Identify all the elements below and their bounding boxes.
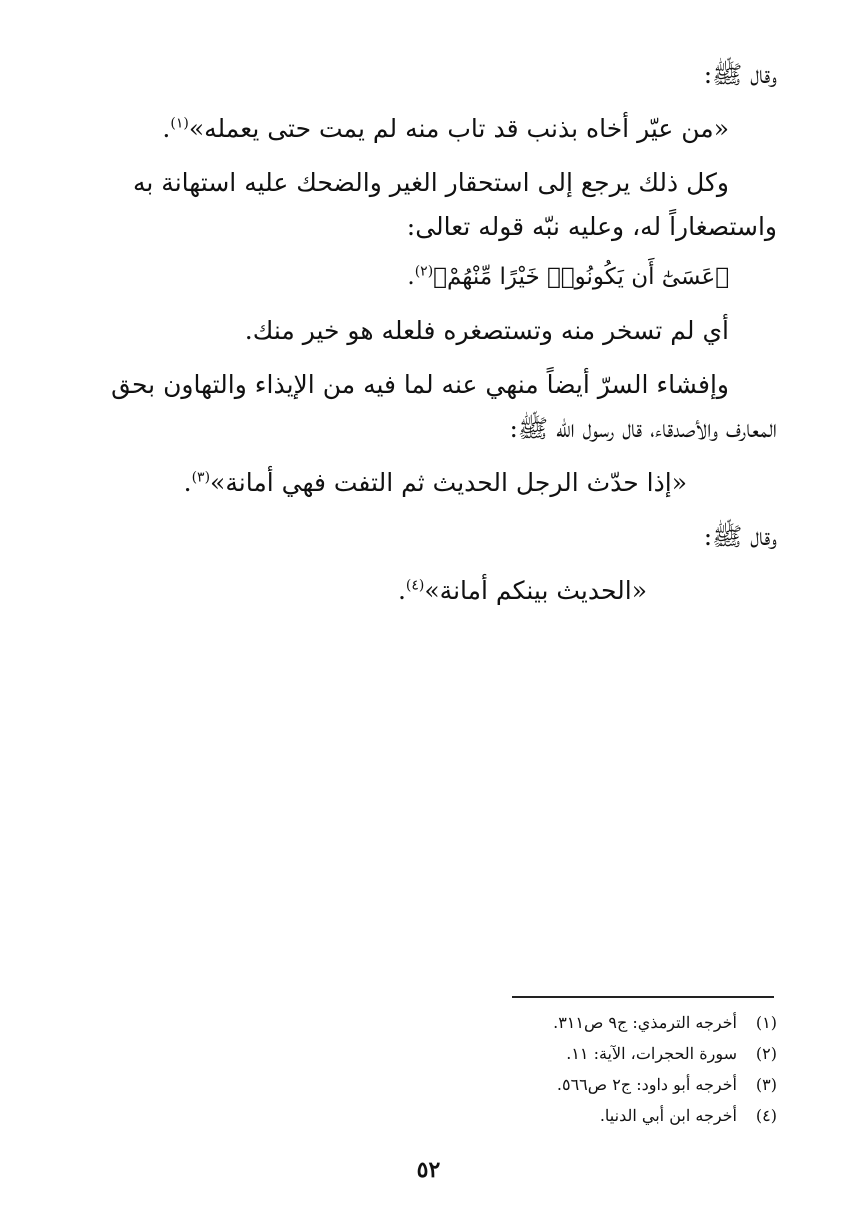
- footnote-text: أخرجه أبو داود: ج٢ ص٥٦٦.: [556, 1075, 737, 1094]
- body-line-7: وإفشاء السرّ أيضاً منهي عنه لما فيه من الإيذاء والتهاون بحق: [111, 370, 729, 399]
- footnote-4: [600, 1105, 777, 1127]
- footnote-2: [566, 1043, 777, 1065]
- footnote-number: (٣): [755, 1075, 777, 1094]
- body-line-3: وكل ذلك يرجع إلى استحقار الغير والضحك عليه استهانة به: [133, 168, 729, 197]
- body-line-1: وقال ﷺ:: [703, 60, 777, 89]
- footnote-text: سورة الحجرات، الآية: ١١.: [566, 1044, 737, 1063]
- footnote-ref-4: (٤): [405, 577, 425, 594]
- footnote-number: (٤): [755, 1106, 777, 1125]
- footnote-number: (١): [755, 1013, 777, 1032]
- footnote-ref-3: (٣): [191, 469, 211, 486]
- footnote-text: أخرجه الترمذي: ج٩ ص٣١١.: [553, 1013, 737, 1032]
- body-line-9: «إذا حدّث الرجل الحديث ثم التفت فهي أمانة»$^{(٣)}$.: [183, 468, 687, 497]
- footnote-ref-1: (١): [170, 115, 189, 132]
- body-line-8: المعارف والأصدقاء، قال رسول الله ﷺ:: [509, 414, 777, 443]
- footnote-number: (٢): [755, 1044, 777, 1063]
- body-line-11: «الحديث بينكم أمانة»$^{(٤)}$.: [397, 576, 647, 605]
- footnote-1: [553, 1012, 777, 1034]
- page-number: ٥٢: [416, 1157, 441, 1183]
- quran-verse: ﴿عَسَىٰٓ أَن يَكُونُوا۟ خَيْرًا مِّنْهُمْ﴾$^{(٢)}$.: [407, 263, 729, 290]
- body-line-6: أي لم تسخر منه وتستصغره فلعله هو خير منك.: [244, 316, 729, 345]
- footnote-text: أخرجه ابن أبي الدنيا.: [599, 1106, 737, 1125]
- body-line-2: «من عيّر أخاه بذنب قد تاب منه لم يمت حتى يعمله»$^{(١)}$.: [162, 114, 729, 143]
- footnote-ref-2: (٢): [414, 263, 434, 280]
- footnote-separator: [512, 996, 774, 998]
- footnote-3: [557, 1074, 777, 1096]
- body-line-10: وقال ﷺ:: [703, 522, 777, 551]
- body-line-4: واستصغاراً له، وعليه نبّه قوله تعالى:: [406, 212, 777, 241]
